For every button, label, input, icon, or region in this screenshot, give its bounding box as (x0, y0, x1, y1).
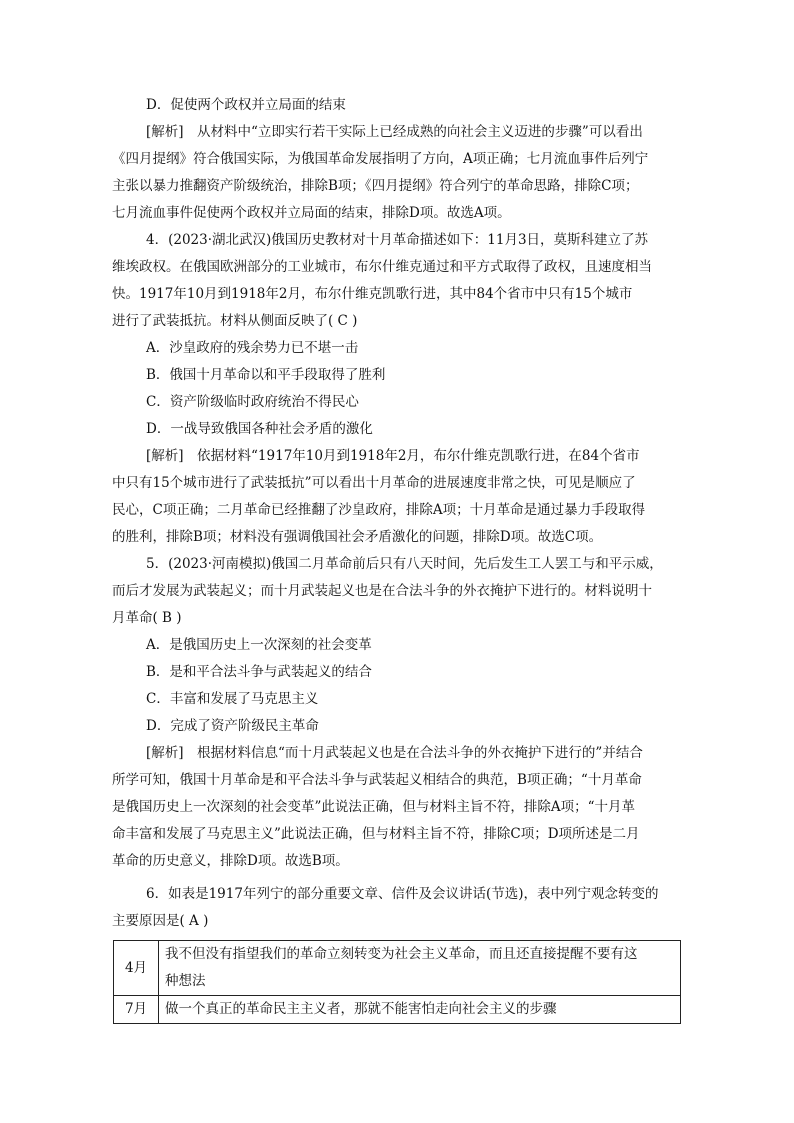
question-4-line: 进行了武装抵抗。材料从侧面反映了( C ) (112, 313, 358, 329)
analysis-line: 中只有15个城市进行了武装抵抗”可以看出十月革命的进展速度非常之快，可见是顺应了 (112, 475, 636, 491)
analysis-line: [解析] 依据材料“1917年10月到1918年2月，布尔什维克凯歌行进，在84个省市 (146, 448, 640, 464)
quote-text: 做一个真正的革命民主主义者，那就不能害怕走向社会主义的步骤 (165, 1001, 557, 1017)
lenin-quotes-table (113, 940, 681, 1024)
option-c: C．资产阶级临时政府统治不得民心 (146, 394, 359, 410)
analysis-line: 《四月提纲》符合俄国实际，为俄国革命发展指明了方向，A项正确；七月流血事件后列宁 (112, 151, 649, 167)
quote-cell (159, 941, 681, 996)
question-5-line: 月革命( B ) (112, 610, 182, 626)
analysis-line: 主张以暴力推翻资产阶级统治，排除B项；《四月提纲》符合列宁的革命思路，排除C项； (112, 178, 639, 194)
table-row (114, 996, 681, 1024)
question-4-line: 4．(2023·湖北武汉)俄国历史教材对十月革命描述如下：11月3日，莫斯科建立了苏 (146, 232, 649, 248)
month-cell: 4月 (114, 941, 159, 996)
analysis-line: 民心，C项正确；二月革命已经推翻了沙皇政府，排除A项；十月革命是通过暴力手段取得 (112, 502, 646, 518)
option-d: D．一战导致俄国各种社会矛盾的激化 (146, 421, 373, 437)
quote-text: 我不但没有指望我们的革命立刻转变为社会主义革命，而且还直接提醒不要有这 (165, 946, 638, 962)
quote-text: 种想法 (165, 973, 206, 989)
question-4-line: 维埃政权。在俄国欧洲部分的工业城市，布尔什维克通过和平方式取得了政权，且速度相当 (112, 259, 652, 275)
analysis-line: 命丰富和发展了马克思主义”此说法正确，但与材料主旨不符，排除C项；D项所述是二月 (112, 826, 640, 842)
option-a: A．沙皇政府的残余势力已不堪一击 (146, 340, 359, 356)
option-b: B．俄国十月革命以和平手段取得了胜利 (146, 367, 386, 383)
analysis-line: 七月流血事件促使两个政权并立局面的结束，排除D项。故选A项。 (112, 205, 511, 221)
analysis-line: 所学可知，俄国十月革命是和平合法斗争与武装起义相结合的典范，B项正确；“十月革命 (112, 772, 642, 788)
question-4-line: 快。1917年10月到1918年2月，布尔什维克凯歌行进，其中84个省市中只有15个城市 (112, 286, 633, 302)
option-d: D．完成了资产阶级民主革命 (146, 718, 319, 734)
question-6-line: 主要原因是( A ) (112, 913, 209, 929)
question-5-line: 而后才发展为武装起义；而十月武装起义也是在合法斗争的外衣掩护下进行的。材料说明十 (112, 583, 652, 599)
quote-cell (159, 996, 681, 1024)
option-a: A．是俄国历史上一次深刻的社会变革 (146, 637, 372, 653)
analysis-line: [解析] 从材料中“立即实行若干实际上已经成熟的向社会主义迈进的步骤”可以看出 (146, 124, 643, 140)
table-row (114, 941, 681, 996)
option-c: C．丰富和发展了马克思主义 (146, 691, 319, 707)
option-d: D．促使两个政权并立局面的结束 (146, 97, 346, 113)
analysis-line: 革命的历史意义，排除D项。故选B项。 (112, 853, 349, 869)
analysis-line: 的胜利，排除B项；材料没有强调俄国社会矛盾激化的问题，排除D项。故选C项。 (112, 529, 603, 545)
month-cell: 7月 (114, 996, 159, 1024)
question-6-line: 6．如表是1917年列宁的部分重要文章、信件及会议讲话(节选)，表中列宁观念转变的 (146, 886, 659, 902)
question-5-line: 5．(2023·河南模拟)俄国二月革命前后只有八天时间，先后发生工人罢工与和平示威， (146, 556, 663, 572)
option-b: B．是和平合法斗争与武装起义的结合 (146, 664, 372, 680)
analysis-line: [解析] 根据材料信息“而十月武装起义也是在合法斗争的外衣掩护下进行的”并结合 (146, 745, 643, 761)
analysis-line: 是俄国历史上一次深刻的社会变革”此说法正确，但与材料主旨不符，排除A项；“十月革 (112, 799, 636, 815)
